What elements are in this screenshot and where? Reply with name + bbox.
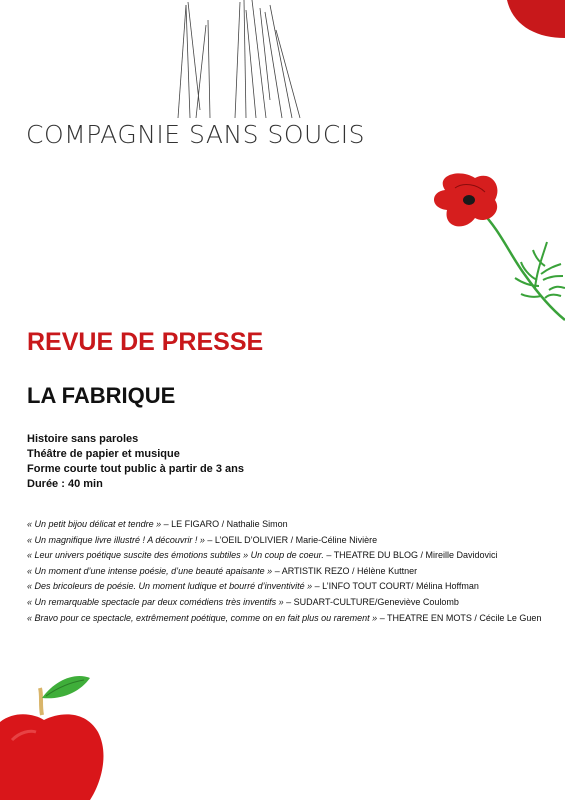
show-details-list xyxy=(27,432,244,492)
quote-source: – ARTISTIK REZO / Hélène Kuttner xyxy=(272,565,418,576)
press-review-heading: REVUE DE PRESSE xyxy=(27,328,264,356)
poppy-flower-icon xyxy=(425,170,565,330)
show-detail-audience: Forme courte tout public à partir de 3 ans xyxy=(27,463,244,475)
quote-text: « Un petit bijou délicat et tendre » xyxy=(27,519,162,529)
quote-source: – L’INFO TOUT COURT/ Mélina Hoffman xyxy=(312,581,479,592)
show-title: LA FABRIQUE xyxy=(27,383,176,408)
logo-strings-illustration xyxy=(160,0,320,120)
show-detail-genre: Histoire sans paroles xyxy=(27,433,139,445)
quote-text: « Un moment d’une intense poésie, d’une beauté apaisante » xyxy=(27,565,273,576)
press-quote xyxy=(27,597,547,608)
quote-source: – L’OEIL D’OLIVIER / Marie-Céline Nivière xyxy=(204,534,378,545)
press-quote xyxy=(27,581,547,592)
quote-source: – LE FIGARO / Nathalie Simon xyxy=(161,519,288,529)
quote-text: « Bravo pour ce spectacle, extrêmement poétique, comme on en fait plus ou rarement » xyxy=(27,612,378,623)
quote-text: « Des bricoleurs de poésie. Un moment ludique et bourré d’inventivité » xyxy=(27,581,313,592)
show-detail-duration: Durée : 40 min xyxy=(27,478,103,490)
company-logo-text: COMPAGNIE SANS SOUCIS xyxy=(26,120,366,149)
press-quote xyxy=(27,519,547,530)
press-quote xyxy=(27,535,547,546)
quote-text: « Un magnifique livre illustré ! A découvrir ! » xyxy=(27,534,205,545)
quote-text: « Un remarquable spectacle par deux comédiens très inventifs » xyxy=(27,596,284,607)
show-detail-format: Théâtre de papier et musique xyxy=(27,448,180,460)
quote-source: – THEATRE EN MOTS / Cécile Le Guen xyxy=(377,612,542,623)
red-corner-icon xyxy=(507,0,565,38)
press-quote xyxy=(27,566,547,577)
quote-source: – SUDART-CULTURE/Geneviève Coulomb xyxy=(283,596,459,607)
apple-icon xyxy=(0,670,125,800)
press-quote xyxy=(27,613,547,624)
quote-source: – THEATRE DU BLOG / Mireille Davidovici xyxy=(323,550,498,561)
press-quote xyxy=(27,550,547,561)
quote-text: « Leur univers poétique suscite des émotions subtiles » Un coup de coeur. xyxy=(27,550,324,561)
press-quotes xyxy=(27,519,547,628)
